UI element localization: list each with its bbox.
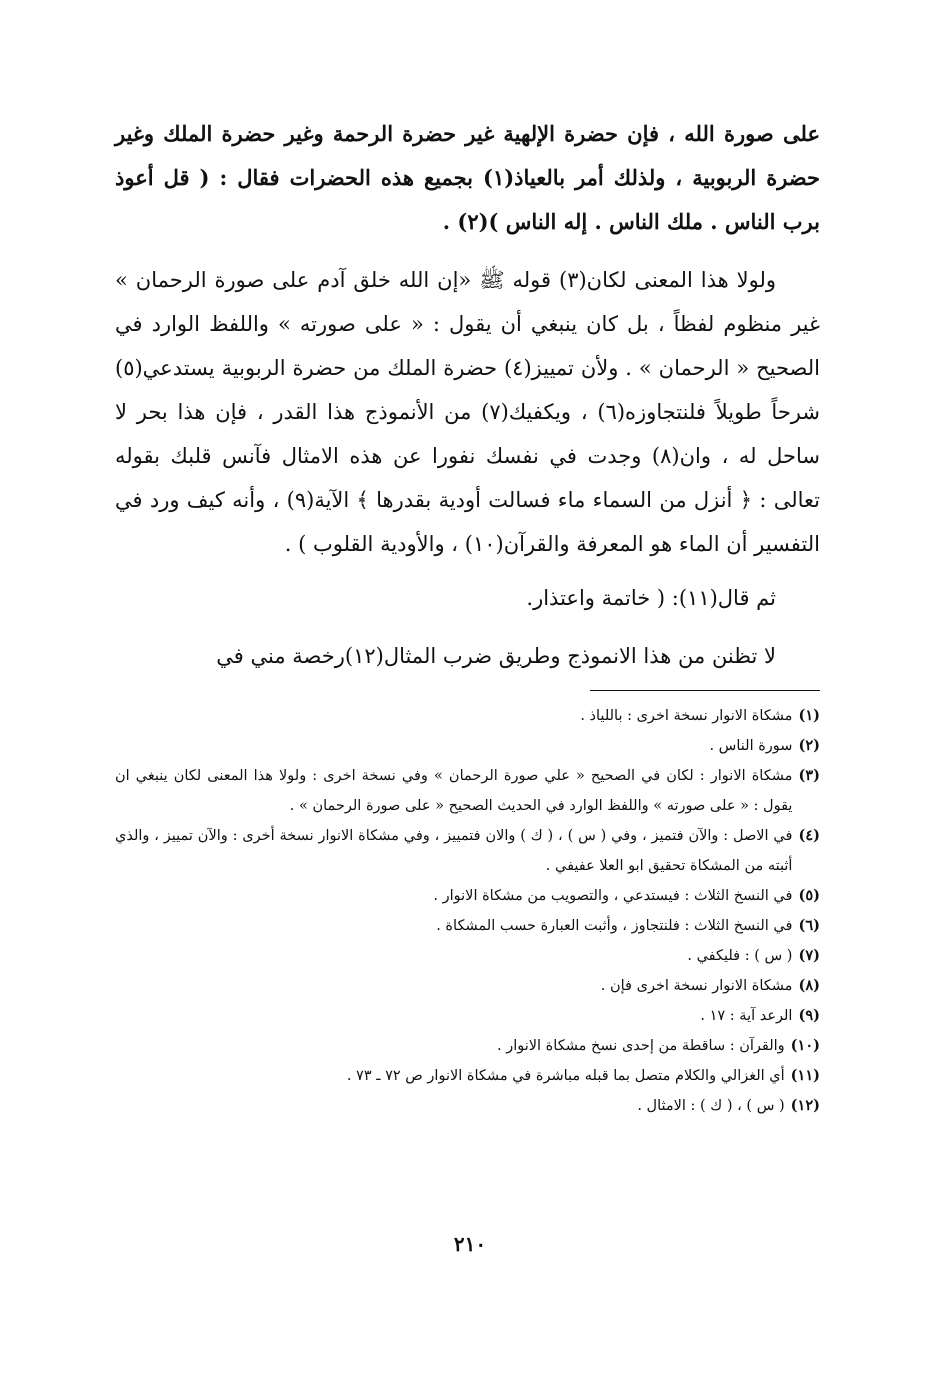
- footnote-item: [115, 761, 820, 821]
- intro-paragraph: على صورة الله ، فإن حضرة الإلهية غير حضرة الرحمة وغير حضرة الملك وغير حضرة الربوبية ، ولذلك أمر بالعياذ(١) بجميع هذه الحضرات فقال : ( قل أعوذ برب الناس . ملك الناس . إله الناس )(٢) .: [115, 121, 820, 234]
- footnote-text: في النسخ الثلاث : فلنتجاوز ، وأثبت العبارة حسب المشكاة .: [436, 918, 793, 934]
- footnote-number: (٨): [798, 977, 820, 994]
- page-body: [115, 112, 820, 1121]
- footnote-number: (٤): [798, 827, 820, 844]
- footnote-number: (٣): [798, 767, 820, 784]
- footnote-text: مشكاة الانوار نسخة اخرى : باللياذ .: [580, 708, 793, 724]
- footnote-number: (٢): [798, 737, 820, 754]
- page-number: ٢١٠: [453, 1232, 487, 1256]
- footnote-text: مشكاة الانوار نسخة اخرى فإن .: [600, 978, 793, 994]
- footnote-text: سورة الناس .: [709, 738, 793, 754]
- main-paragraph: ولولا هذا المعنى لكان(٣) قوله ﷺ «إن الله خلق آدم على صورة الرحمان » غير منظوم لفظاً ، بل كان ينبغي أن يقول : « على صورته » واللفظ الوارد في الصحيح « الرحمان » . ولأن تمييز(٤) حضرة الملك من حضرة الربوبية يستدعي(٥) شرحاً طويلاً فلنتجاوزه(٦) ، ويكفيك(٧) من الأنموذج هذا القدر ، فإن هذا بحر لا ساحل له ، وان(٨) وجدت في نفسك نفورا عن هذه الامثال فآنس قلبك بقوله تعالى : ﴿ أنزل من السماء ماء فسالت أودية بقدرها ﴾ الآية(٩) ، وأنه كيف ورد في التفسير أن الماء هو المعرفة والقرآن(١٠) ، والأودية القلوب ) .: [115, 268, 821, 556]
- footnote-number: (٧): [798, 947, 820, 964]
- section-heading-line: ثم قال(١١): ( خاتمة واعتذار.: [526, 586, 776, 610]
- footnote-number: (٦): [798, 917, 820, 934]
- footnote-number: (١٠): [790, 1037, 820, 1054]
- footnote-text: الرعد آية : ١٧ .: [700, 1008, 793, 1024]
- footnote-item: [115, 971, 820, 1001]
- footnote-text: أي الغزالي والكلام متصل بما قبله مباشرة في مشكاة الانوار ص ٧٢ ـ ٧٣ .: [346, 1068, 785, 1084]
- closing-line: لا تظنن من هذا الانموذج وطريق ضرب المثال(١٢)رخصة مني في: [216, 644, 776, 668]
- footnote-number: (١): [798, 707, 820, 724]
- footnote-item: [115, 821, 820, 881]
- footnote-item: [115, 1031, 820, 1061]
- footnote-text: مشكاة الانوار : لكان في الصحيح « علي صورة الرحمان » وفي نسخة اخرى : ولولا هذا المعنى لكان ينبغي ان يقول : « على صورته » واللفظ الوارد في الحديث الصحيح « على صورة الرحمان » .: [115, 768, 793, 814]
- footnote-item: [115, 881, 820, 911]
- footnote-number: (٩): [798, 1007, 820, 1024]
- footnote-number: (١١): [790, 1067, 820, 1084]
- footnote-text: في الاصل : والآن فتميز ، وفي ( س ) ، ( ك ) والان فتمييز ، وفي مشكاة الانوار نسخة أخرى : والآن تمييز ، والذي أثبته من المشكاة تحقيق ابو العلا عفيفي .: [115, 828, 793, 874]
- footnote-separator: [590, 690, 820, 691]
- footnotes-list: [115, 701, 820, 1121]
- footnote-item: [115, 701, 820, 731]
- footnote-item: [115, 911, 820, 941]
- footnote-text: والقرآن : ساقطة من إحدى نسخ مشكاة الانوار .: [497, 1038, 785, 1054]
- footnote-text: ( س ) : فليكفي .: [687, 948, 793, 964]
- footnote-text: ( س ) ، ( ك ) : الامثال .: [637, 1098, 785, 1114]
- footnote-number: (٥): [798, 887, 820, 904]
- footnote-text: في النسخ الثلاث : فيستدعي ، والتصويب من مشكاة الانوار .: [433, 888, 793, 904]
- footnote-item: [115, 941, 820, 971]
- footnote-number: (١٢): [790, 1097, 820, 1114]
- footnote-item: [115, 1061, 820, 1091]
- footnote-item: [115, 1091, 820, 1121]
- footnote-item: [115, 731, 820, 761]
- footnote-item: [115, 1001, 820, 1031]
